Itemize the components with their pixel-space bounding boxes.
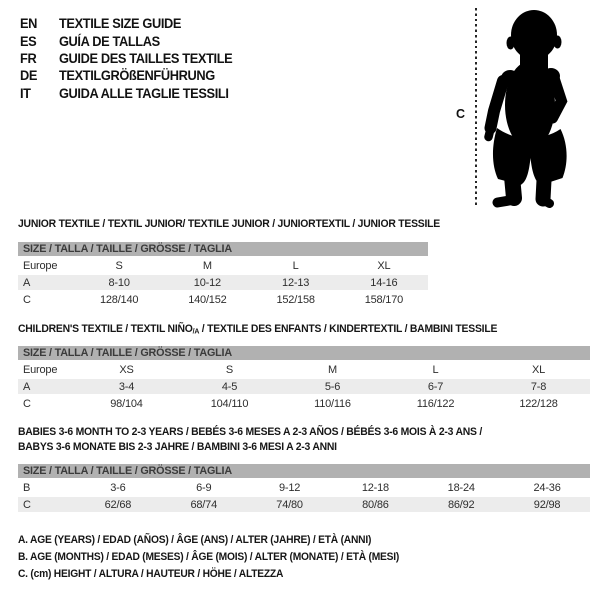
size-cell: S (225, 363, 234, 376)
children-title-suffix: / TEXTILE DES ENFANTS / KINDERTEXTIL / BAMBINI TESSILE (199, 323, 498, 335)
size-cell: 80/86 (362, 498, 389, 511)
children-table-title (18, 323, 497, 338)
table-row-height (18, 290, 428, 307)
language-code: EN (20, 16, 38, 32)
size-cell: 116/122 (416, 397, 455, 410)
size-cell: M (328, 363, 337, 376)
table-row-europe (18, 256, 428, 273)
table-row-height (18, 495, 590, 512)
size-cell: 86/92 (447, 498, 475, 511)
size-cell: XL (377, 259, 391, 272)
legend-line-b: B. AGE (MONTHS) / EDAD (MESES) / ÂGE (MOIS) / ALTER (MONATE) / ETÀ (MESI) (18, 551, 400, 564)
legend (18, 534, 399, 586)
size-cell: 8-10 (108, 276, 130, 289)
language-code: FR (20, 50, 37, 66)
size-cell: 5-6 (324, 380, 341, 393)
children-size-table (18, 346, 590, 411)
size-table-header-bar: SIZE / TALLA / TAILLE / GRÖSSE / TAGLIA (18, 346, 590, 360)
babies-table-title-line1: BABIES 3-6 MONTH TO 2-3 YEARS / BEBÉS 3-6 MESES A 2-3 AÑOS / BÉBÉS 3-6 MOIS À 2-3 ANS / (18, 426, 483, 438)
legend-line-c: C. (cm) HEIGHT / ALTURA / HAUTEUR / HÖHE / ALTEZZA (18, 568, 284, 581)
language-row-es (20, 32, 232, 49)
language-row-it (20, 85, 232, 102)
language-row-fr (20, 50, 232, 67)
size-cell: 152/158 (276, 293, 315, 306)
size-cell: 68/74 (190, 498, 217, 511)
row-label: C (23, 293, 31, 306)
size-cell: 158/170 (364, 293, 404, 306)
table-row-height (18, 394, 590, 411)
size-cell: 12-18 (361, 481, 389, 494)
size-cell: 7-8 (530, 380, 547, 393)
language-title: GUIDA ALLE TAGLIE TESSILI (58, 85, 229, 101)
language-row-de (20, 67, 232, 84)
row-label: C (23, 397, 31, 410)
size-cell: 18-24 (447, 481, 475, 494)
height-measure-dashed-line (475, 8, 477, 208)
language-row-en (20, 15, 232, 32)
size-cell: 62/68 (104, 498, 132, 511)
size-cell: 3-6 (110, 481, 126, 494)
size-cell: L (292, 259, 299, 272)
size-cell: 110/116 (314, 397, 351, 410)
size-cell: XS (119, 363, 134, 376)
row-label: A (23, 276, 31, 289)
size-table-header-bar: SIZE / TALLA / TAILLE / GRÖSSE / TAGLIA (18, 242, 428, 256)
size-cell: 128/140 (99, 293, 139, 306)
size-cell: 10-12 (193, 276, 221, 289)
children-title-prefix: CHILDREN'S TEXTILE / TEXTIL NIÑO (18, 323, 193, 335)
size-cell: 4-5 (221, 380, 238, 393)
size-cell: 98/104 (110, 397, 143, 410)
size-cell: M (202, 259, 212, 272)
junior-size-table (18, 242, 428, 307)
size-cell: 12-13 (282, 276, 310, 289)
language-code: ES (20, 33, 37, 49)
size-cell: 24-36 (533, 481, 561, 494)
table-row-age-years (18, 273, 428, 290)
size-cell: S (115, 259, 123, 272)
row-label: C (23, 498, 31, 511)
toddler-silhouette-icon (482, 8, 572, 208)
language-code: IT (20, 85, 31, 101)
size-cell: 140/152 (188, 293, 227, 306)
language-code: DE (20, 68, 38, 84)
size-cell: 74/80 (276, 498, 303, 511)
language-title: GUÍA DE TALLAS (58, 33, 160, 49)
size-cell: 6-9 (196, 481, 212, 494)
size-table-header-bar: SIZE / TALLA / TAILLE / GRÖSSE / TAGLIA (18, 464, 590, 478)
size-cell: L (432, 363, 439, 376)
babies-size-table (18, 464, 590, 512)
language-title-list (20, 15, 232, 102)
size-cell: 104/110 (210, 397, 249, 410)
row-label: A (23, 380, 31, 393)
language-title: GUIDE DES TAILLES TEXTILE (58, 50, 233, 66)
size-cell: 6-7 (427, 380, 444, 393)
row-label: Europe (23, 363, 58, 376)
row-label: B (23, 481, 31, 494)
junior-table-title: JUNIOR TEXTILE / TEXTIL JUNIOR/ TEXTILE JUNIOR / JUNIORTEXTIL / JUNIOR TESSILE (18, 218, 441, 230)
size-cell: 122/128 (519, 397, 558, 410)
row-label: Europe (23, 259, 58, 272)
table-row-age-years (18, 377, 590, 394)
legend-line-a: A. AGE (YEARS) / EDAD (AÑOS) / ÂGE (ANS) / ALTER (JAHRE) / ETÀ (ANNI) (18, 534, 372, 546)
language-title: TEXTILGRÖßENFÜHRUNG (58, 68, 215, 84)
size-cell: 92/98 (533, 498, 561, 511)
table-row-europe (18, 360, 590, 377)
language-title: TEXTILE SIZE GUIDE (58, 16, 182, 32)
size-cell: XL (531, 363, 546, 376)
babies-table-title-line2: BABYS 3-6 MONATE BIS 2-3 JAHRE / BAMBINI 3-6 MESI A 2-3 ANNI (18, 441, 337, 453)
size-cell: 9-12 (278, 481, 301, 494)
size-cell: 3-4 (118, 380, 135, 393)
children-title-subscript: /A (192, 326, 200, 336)
height-measure-label: C (456, 107, 466, 121)
size-cell: 14-16 (370, 276, 398, 289)
table-row-age-months (18, 478, 590, 495)
